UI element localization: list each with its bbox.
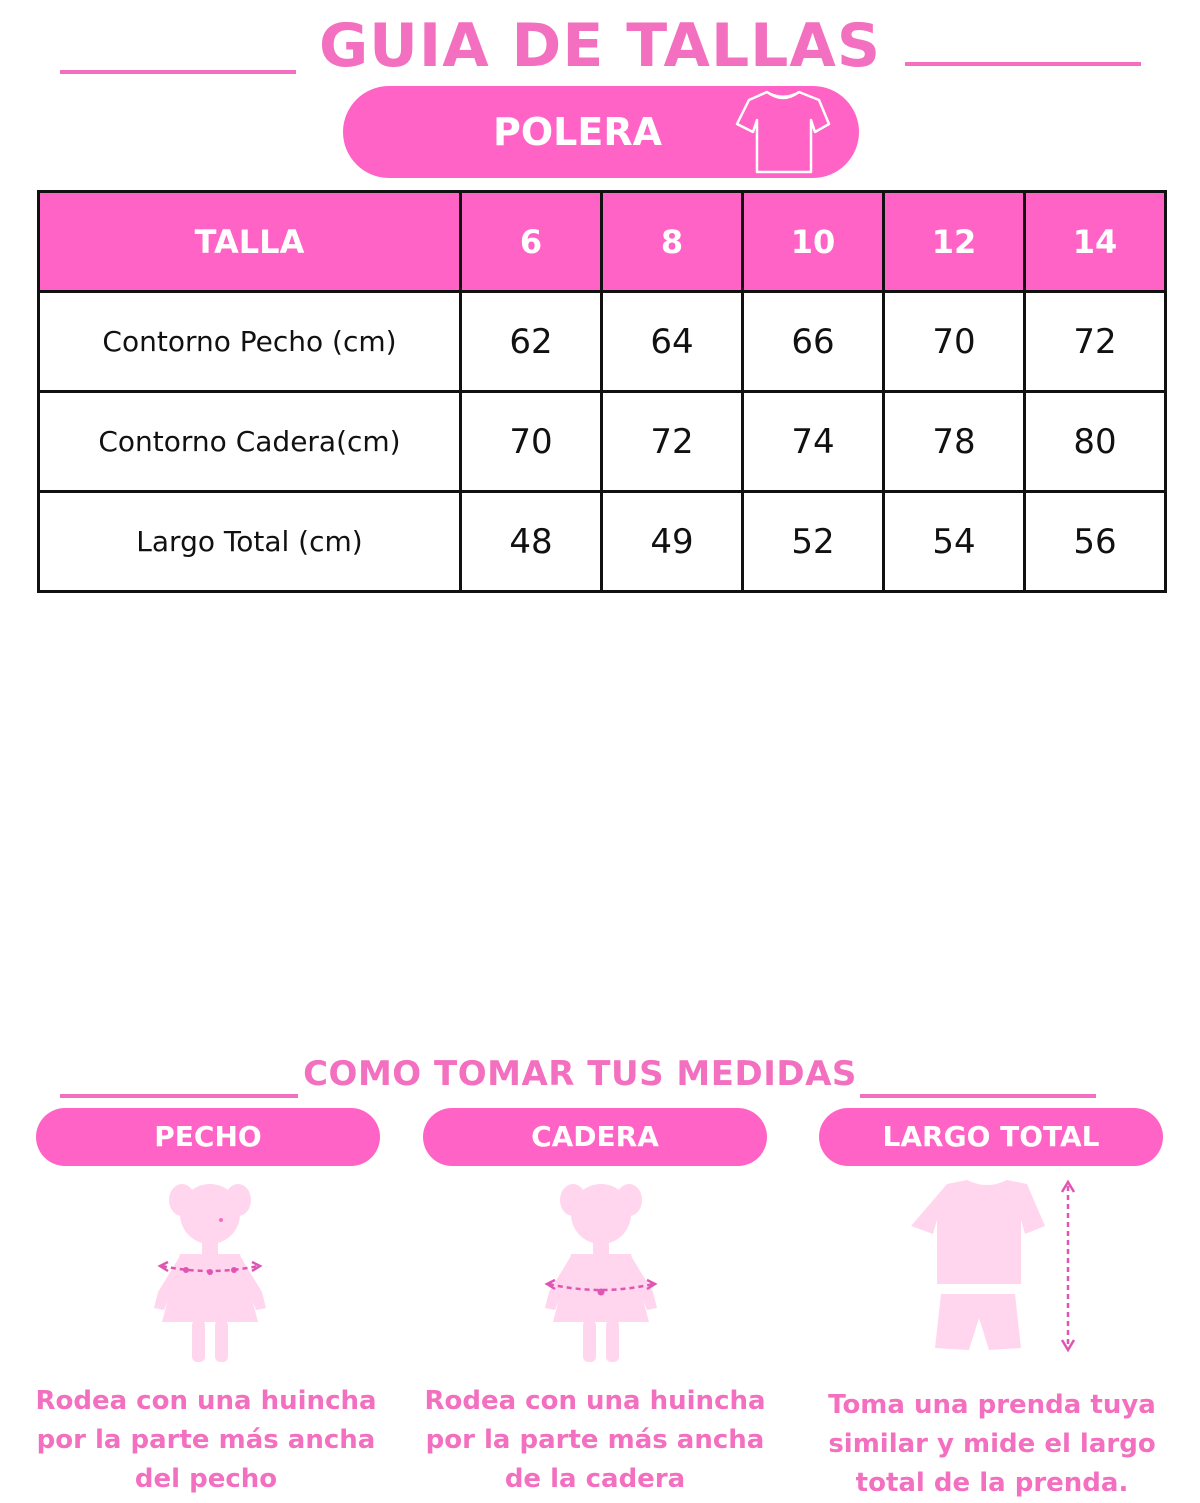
row-label: Contorno Pecho (cm) xyxy=(39,292,461,392)
measure-label: LARGO TOTAL xyxy=(882,1120,1100,1153)
measure-description-pecho xyxy=(26,1382,386,1499)
table-cell: 78 xyxy=(884,392,1025,492)
measure-label: PECHO xyxy=(154,1120,262,1153)
table-cell: 52 xyxy=(743,492,884,592)
measure-pill-cadera xyxy=(423,1108,767,1166)
t-shirt-icon xyxy=(735,86,831,178)
table-row xyxy=(39,292,1166,392)
header-cell-talla: TALLA xyxy=(39,192,461,292)
measure-pill-pecho xyxy=(36,1108,380,1166)
table-cell: 74 xyxy=(743,392,884,492)
section-title: COMO TOMAR TUS MEDIDAS xyxy=(303,1054,857,1094)
title-rule-right xyxy=(905,62,1141,66)
row-label: Largo Total (cm) xyxy=(39,492,461,592)
table-cell: 54 xyxy=(884,492,1025,592)
girl-hip-measure-icon xyxy=(531,1172,671,1367)
table-cell: 62 xyxy=(461,292,602,392)
header-cell-size: 12 xyxy=(884,192,1025,292)
desc-line: Toma una prenda tuya xyxy=(828,1390,1156,1420)
size-table xyxy=(37,190,1167,593)
section-rule-left xyxy=(60,1094,298,1098)
page-title: GUIA DE TALLAS xyxy=(318,11,882,81)
desc-line: por la parte más ancha xyxy=(36,1425,376,1455)
measure-description-cadera xyxy=(415,1382,775,1499)
table-cell: 64 xyxy=(602,292,743,392)
desc-line: por la parte más ancha xyxy=(425,1425,765,1455)
desc-line: similar y mide el largo xyxy=(828,1429,1156,1459)
header-cell-size: 10 xyxy=(743,192,884,292)
header-cell-size: 8 xyxy=(602,192,743,292)
row-label: Contorno Cadera(cm) xyxy=(39,392,461,492)
shirt-shorts-length-icon xyxy=(905,1178,1095,1358)
table-cell: 70 xyxy=(461,392,602,492)
desc-line: de la cadera xyxy=(504,1464,686,1494)
table-row xyxy=(39,392,1166,492)
desc-line: total de la prenda. xyxy=(855,1468,1129,1498)
measure-description-largo-total xyxy=(812,1386,1172,1503)
header-cell-size: 6 xyxy=(461,192,602,292)
desc-line: del pecho xyxy=(134,1464,278,1494)
table-cell: 49 xyxy=(602,492,743,592)
table-header-row xyxy=(39,192,1166,292)
desc-line: Rodea con una huincha xyxy=(424,1386,766,1416)
measure-label: CADERA xyxy=(531,1120,659,1153)
desc-line: Rodea con una huincha xyxy=(35,1386,377,1416)
header-cell-size: 14 xyxy=(1025,192,1166,292)
table-cell: 70 xyxy=(884,292,1025,392)
section-rule-right xyxy=(860,1094,1096,1098)
garment-label: POLERA xyxy=(493,110,662,154)
measure-pill-largo-total xyxy=(819,1108,1163,1166)
table-cell: 56 xyxy=(1025,492,1166,592)
table-cell: 80 xyxy=(1025,392,1166,492)
table-cell: 48 xyxy=(461,492,602,592)
girl-chest-measure-icon xyxy=(140,1172,280,1367)
table-cell: 66 xyxy=(743,292,884,392)
table-row xyxy=(39,492,1166,592)
table-cell: 72 xyxy=(1025,292,1166,392)
table-cell: 72 xyxy=(602,392,743,492)
